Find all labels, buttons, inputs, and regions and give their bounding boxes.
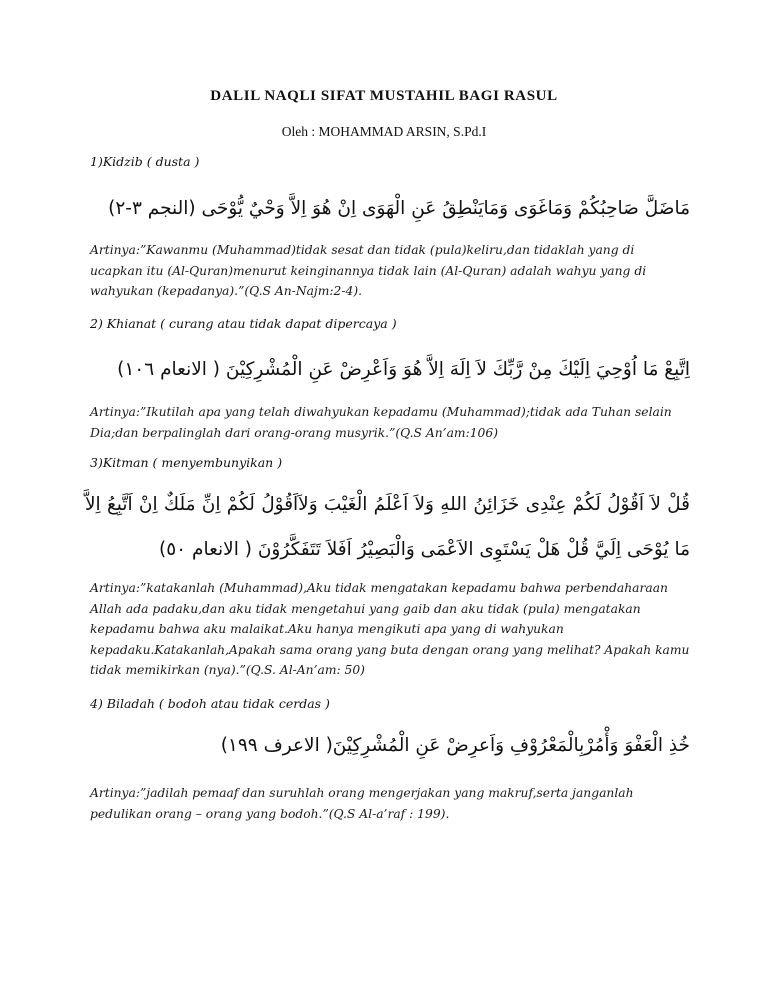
- translation-kitman: Artinya:”katakanlah (Muhammad),Aku tidak mengatakan kepadamu bahwa perbendaharaan Allah ada padaku,dan aku tidak mengetahui yang gaib dan aku tidak (pula) mengatakan kepadamu bahwa aku malaikat.Aku hanya mengikuti apa yang di wahyukan kepadaku.Katakanlah,Apakah sama orang yang buta dengan orang yang melihat? Apakah kamu tidak memikirkan (nya).”(Q.S. Al-An’am: 50): [90, 581, 690, 677]
- arabic-verse-biladah: خُذِ الْعَفْوَ وَأْمُرْبِالْمَعْرُوْفِ وَاَعرِضْ عَنِ الْمُشْرِكِيْنَ( الاعرف ١٩٩): [220, 735, 690, 756]
- arabic-verse-kidzib: مَاضَلَّ صَاحِبُكُمْ وَمَاغَوَى وَمَايَنْطِقُ عَنِ الْهَوَى اِنْ هُوَ اِلاَّ وَحْيٌ يُّوْحَى (النجم ٣-٢): [108, 198, 690, 219]
- arabic-verse-khianat: اِتَّبِعْ مَا اُوْحِيَ اِلَيْكَ مِنْ رَّبِّكَ لاَ اِلَهَ اِلاَّ هُوَ وَاَعْرِضْ عَنِ الْمُشْرِكِيْنَ ( الانعام ١٠٦): [117, 359, 690, 380]
- translation-kidzib: Artinya:”Kawanmu (Muhammad)tidak sesat dan tidak (pula)keliru,dan tidaklah yang di ucapkan itu (Al-Quran)menurut keinginannya tidak lain (Al-Quran) adalah wahyu yang di wahyukan (kepadanya).”(Q.S An-Najm:2-4).: [90, 243, 647, 298]
- section-heading-kidzib: 1)Kidzib ( dusta ): [90, 154, 200, 169]
- section-heading-kitman: 3)Kitman ( menyembunyikan ): [90, 455, 283, 470]
- translation-biladah: Artinya:”jadilah pemaaf dan suruhlah orang mengerjakan yang makruf,serta janganlah pedulikan orang – orang yang bodoh.”(Q.S Al-a’raf : 199).: [90, 786, 634, 821]
- section-heading-khianat: 2) Khianat ( curang atau tidak dapat dipercaya ): [90, 316, 397, 331]
- arabic-verse-kitman: قُلْ لاَ اَقُوْلُ لَكُمْ عِنْدِى خَزَائِنُ اللهِ وَلاَ اَعْلَمُ الْغَيْبَ وَلاَاَقُوْلُ لَكُمْ اِنِّ مَلَكٌ اِنْ اَتَّبِعُ اِلاَّ مَا يُوْحَى اِلَيَّ قُلْ هَلْ يَسْتَوِى الاَعْمَى وَالْبَصِيْرُ اَفَلاَ تَتَفَكَّرُوْنَ ( الانعام ٥٠): [85, 494, 690, 560]
- translation-khianat: Artinya:”Ikutilah apa yang telah diwahyukan kepadamu (Muhammad);tidak ada Tuhan selain Dia;dan berpalinglah dari orang-orang musyrik.”(Q.S An’am:106): [90, 405, 672, 440]
- section-heading-biladah: 4) Biladah ( bodoh atau tidak cerdas ): [90, 696, 330, 711]
- author-line: Oleh : MOHAMMAD ARSIN, S.Pd.I: [281, 124, 487, 139]
- page-title: DALIL NAQLI SIFAT MUSTAHIL BAGI RASUL: [210, 88, 558, 104]
